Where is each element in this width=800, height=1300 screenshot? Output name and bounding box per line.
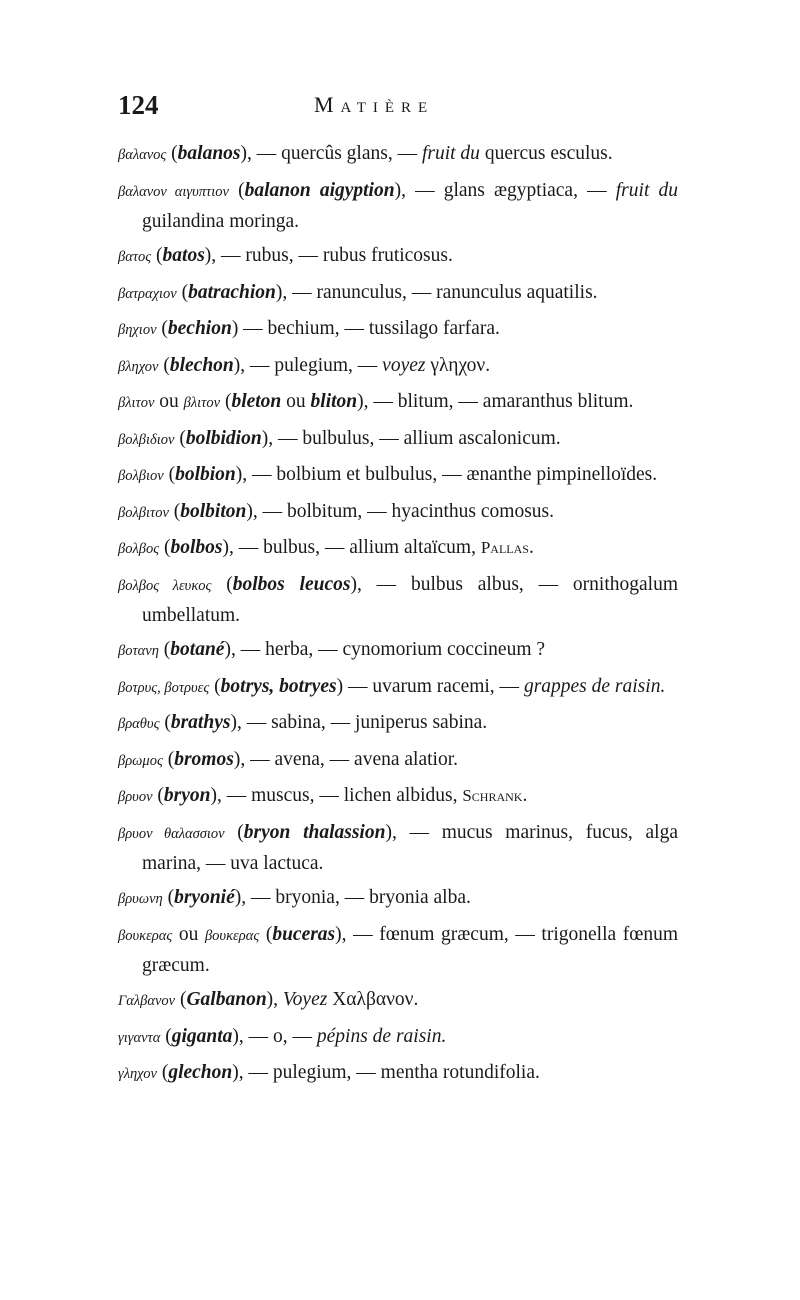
- entry-text: (: [158, 639, 171, 660]
- entry-transliteration: bolbion: [175, 464, 236, 485]
- entry-greek-term: βολβος λευκος: [118, 577, 212, 594]
- entry-greek-term: βαλανον αιγυπτιον: [118, 183, 229, 200]
- entry-text: ou: [281, 391, 311, 412]
- entry-definition: ), — pulegium, —: [233, 354, 383, 376]
- entry-text: ou: [154, 391, 184, 412]
- entry-french-gloss: grappes de raisin.: [523, 675, 666, 697]
- entry-transliteration: bryon thalassion: [243, 821, 386, 843]
- entry-definition-tail: quercus esculus.: [479, 143, 613, 164]
- entry-greek-term: βολβιτον: [118, 504, 169, 521]
- entry-text: (: [174, 427, 186, 449]
- glossary-entry: [118, 533, 678, 564]
- entry-greek-term: βολβιδιον: [118, 431, 175, 448]
- entry-greek-term: βολβος: [118, 541, 160, 557]
- glossary-entry: [118, 708, 678, 739]
- glossary-entry: [118, 985, 678, 1016]
- entry-greek-term: βρωμος: [118, 752, 163, 769]
- entry-definition-tail: .: [522, 785, 528, 806]
- entry-greek-term: γληχον: [118, 1066, 157, 1082]
- entry-definition: ), — bulbus, — allium altaïcum,: [222, 537, 481, 558]
- glossary-entry: [118, 1022, 678, 1053]
- entry-definition-tail: γληχον.: [425, 354, 491, 376]
- entry-transliteration: glechon: [168, 1062, 233, 1083]
- entry-text: (: [152, 785, 164, 806]
- entry-transliteration: bechion: [167, 318, 232, 339]
- entry-greek-term: βοτρυς, βοτρυες: [118, 679, 210, 696]
- entry-greek-term: βλιτον: [118, 395, 155, 411]
- glossary-entries: [118, 139, 678, 1095]
- entry-greek-term: βρυον: [118, 789, 153, 805]
- entry-greek-term-alt: βλιτον: [183, 395, 221, 411]
- entry-definition: ), — quercûs glans, —: [240, 143, 422, 164]
- entry-definition: ), — pulegium, — mentha rotundifolia.: [232, 1062, 540, 1083]
- entry-transliteration: bolbidion: [185, 427, 262, 449]
- entry-transliteration-alt: bliton: [310, 391, 358, 412]
- glossary-entry: [118, 424, 678, 455]
- entry-greek-term: βρυωνη: [118, 891, 163, 907]
- entry-definition: ), — bulbus albus, — ornithogalum umbellatum.: [142, 573, 679, 626]
- entry-definition: ) — bechium, — tussilago farfara.: [231, 318, 500, 339]
- entry-french-gloss: fruit du: [421, 143, 480, 164]
- glossary-entry: [118, 781, 678, 812]
- glossary-entry: [118, 351, 678, 382]
- page-number: 124: [118, 90, 159, 120]
- entry-greek-term: βρυον θαλασσιον: [118, 825, 225, 842]
- glossary-entry: [118, 818, 678, 878]
- entry-definition: ), — mucus marinus, fucus, alga marina, — uva lactuca.: [142, 821, 678, 874]
- entry-transliteration: blechon: [169, 354, 234, 376]
- entry-transliteration: batrachion: [188, 281, 276, 303]
- entry-definition: ), — sabina, — juniperus sabina.: [230, 712, 488, 733]
- entry-text: (: [162, 748, 175, 770]
- entry-text: (: [159, 712, 171, 733]
- glossary-entry: [118, 745, 678, 776]
- glossary-entry: [118, 1058, 678, 1089]
- entry-greek-term: Γαλβανον: [118, 993, 176, 1009]
- entry-definition: ), — o, —: [232, 1025, 317, 1047]
- entry-text: (: [160, 1025, 172, 1047]
- entry-definition: ), — avena, — avena alatior.: [233, 748, 458, 770]
- entry-definition: ), — glans ægyptiaca, —: [394, 179, 616, 201]
- entry-definition: ), — bryonia, — bryonia alba.: [234, 887, 471, 908]
- entry-french-gloss: fruit du: [615, 179, 678, 201]
- entry-text: (: [209, 675, 221, 697]
- entry-definition-tail: Χαλβανον.: [327, 989, 419, 1010]
- entry-definition: ), — bolbium et bulbulus, — ænanthe pimpinelloïdes.: [235, 464, 658, 485]
- running-head: Matière: [314, 92, 435, 117]
- entry-definition-tail: .: [528, 537, 534, 558]
- entry-text: (: [175, 989, 187, 1010]
- entry-text: (: [151, 245, 163, 266]
- entry-definition: ), — ranunculus, — ranunculus aquatilis.: [275, 281, 598, 303]
- entry-transliteration: bolbos: [170, 537, 223, 558]
- entry-text: (: [220, 391, 232, 412]
- entry-text: (: [156, 318, 168, 339]
- glossary-entry: [118, 314, 678, 345]
- entry-transliteration: brathys: [170, 712, 231, 733]
- entry-transliteration: botané: [170, 639, 225, 660]
- entry-definition: ), — herba, — cynomorium coccineum ?: [224, 639, 546, 660]
- entry-transliteration: batos: [162, 245, 205, 266]
- entry-greek-term: βοτανη: [118, 643, 159, 659]
- entry-transliteration: balanon aigyption: [244, 179, 395, 201]
- entry-definition: ), — fœnum græcum, — trigonella fœnum græcum.: [142, 923, 678, 976]
- entry-definition-tail: guilandina moringa.: [142, 210, 300, 232]
- entry-transliteration: bleton: [231, 391, 282, 412]
- entry-text: ou: [172, 923, 205, 945]
- entry-transliteration: Galbanon: [186, 989, 267, 1010]
- entry-definition: ), — rubus, — rubus fruticosus.: [204, 245, 453, 266]
- glossary-entry: [118, 241, 678, 272]
- glossary-entry: [118, 883, 678, 914]
- entry-greek-term: βολβιον: [118, 468, 164, 484]
- entry-author-name: Pallas: [480, 538, 529, 557]
- entry-french-gloss: voyez: [382, 354, 426, 376]
- entry-text: (: [158, 354, 170, 376]
- entry-definition: ), — bulbulus, — allium ascalonicum.: [261, 427, 561, 449]
- entry-transliteration: bolbiton: [180, 500, 247, 522]
- entry-greek-term: βληχον: [118, 358, 159, 375]
- entry-author-name: Schrank: [462, 786, 523, 805]
- entry-definition: ), — bolbitum, — hyacinthus comosus.: [246, 500, 555, 522]
- entry-transliteration: giganta: [171, 1025, 233, 1047]
- entry-definition: ),: [266, 989, 283, 1010]
- entry-transliteration: buceras: [272, 923, 336, 945]
- entry-transliteration: botrys, botryes: [220, 675, 337, 697]
- entry-greek-term: βαλανος: [118, 147, 167, 163]
- entry-text: (: [162, 887, 175, 908]
- entry-transliteration: bryon: [163, 785, 211, 806]
- glossary-entry: [118, 497, 678, 528]
- entry-greek-term: βραθυς: [118, 716, 160, 732]
- entry-greek-term-alt: βουκερας: [204, 927, 260, 944]
- entry-text: (: [159, 537, 171, 558]
- entry-transliteration: balanos: [177, 143, 241, 164]
- entry-french-gloss: Voyez: [282, 989, 328, 1010]
- glossary-entry: [118, 460, 678, 491]
- glossary-entry: [118, 278, 678, 309]
- entry-text: (: [163, 464, 176, 485]
- entry-text: (: [211, 573, 233, 595]
- glossary-entry: [118, 635, 678, 666]
- entry-transliteration: bromos: [174, 748, 234, 770]
- entry-text: (: [176, 281, 189, 303]
- entry-greek-term: βατος: [118, 249, 152, 265]
- glossary-entry: [118, 920, 678, 980]
- entry-greek-term: γιγαντα: [118, 1029, 161, 1046]
- entry-text: (: [259, 923, 273, 945]
- entry-transliteration: bryonié: [174, 887, 235, 908]
- entry-transliteration: bolbos leucos: [232, 573, 351, 595]
- entry-french-gloss: pépins de raisin.: [316, 1025, 447, 1047]
- entry-greek-term: βηχιον: [118, 322, 157, 338]
- entry-definition: ), — blitum, — amaranthus blitum.: [357, 391, 634, 412]
- entry-greek-term: βατραχιον: [118, 285, 177, 302]
- page-header: [118, 90, 678, 130]
- glossary-entry: [118, 139, 678, 170]
- glossary-entry: [118, 570, 678, 630]
- glossary-entry: [118, 387, 678, 418]
- glossary-entry: [118, 672, 678, 703]
- entry-text: (: [224, 821, 244, 843]
- entry-text: (: [156, 1062, 169, 1083]
- entry-text: (: [166, 143, 178, 164]
- entry-greek-term: βουκερας: [118, 927, 173, 944]
- glossary-entry: [118, 176, 678, 236]
- entry-definition: ) — uvarum racemi, —: [336, 675, 524, 697]
- entry-text: (: [228, 179, 245, 201]
- entry-text: (: [168, 500, 181, 522]
- entry-definition: ), — muscus, — lichen albidus,: [210, 785, 463, 806]
